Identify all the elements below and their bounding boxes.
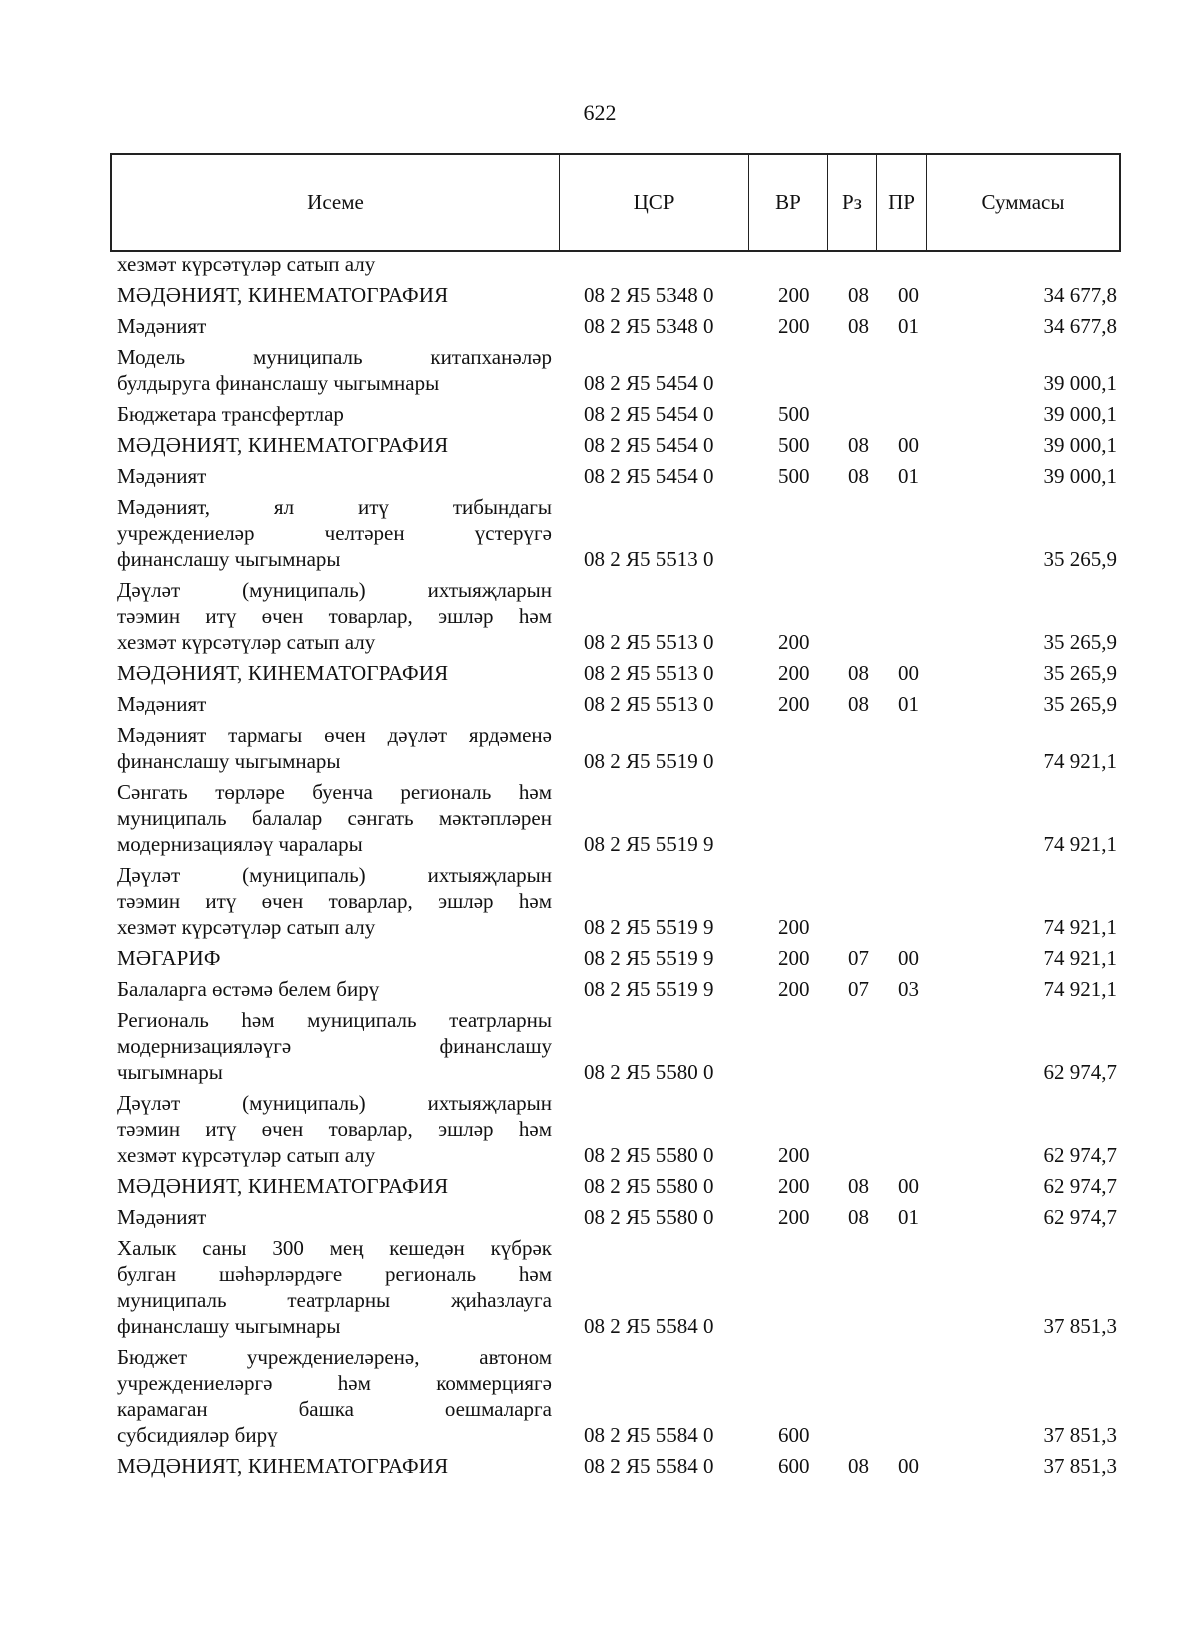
row-vr: 500 — [778, 464, 810, 488]
row-rz: 08 — [848, 1205, 869, 1229]
row-pr: 01 — [898, 464, 919, 488]
row-name-line: тәэмин итү өчен товарлар, эшләр һәм — [117, 889, 552, 913]
row-name — [117, 251, 552, 277]
row-code: 08 2 Я5 5580 0 — [584, 1143, 714, 1167]
row-name-line: финанслашу чыгымнары — [117, 749, 341, 773]
row-code: 08 2 Я5 5348 0 — [584, 283, 714, 307]
row-name-line: муниципаль балалар сәнгать мәктәпләрен — [117, 806, 552, 830]
row-name-line: Бюджетара трансфертлар — [117, 402, 344, 426]
row-amount: 74 921,1 — [1043, 915, 1117, 939]
row-vr: 200 — [778, 977, 810, 1001]
row-pr: 01 — [898, 1205, 919, 1229]
row-name — [117, 691, 552, 717]
row-name-line: Сәнгать төрләре буенча региональ һәм — [117, 780, 552, 804]
row-name — [117, 862, 552, 940]
table-row — [0, 722, 1200, 774]
row-amount: 35 265,9 — [1043, 630, 1117, 654]
table-row — [0, 1453, 1200, 1479]
header-name: Исеме — [112, 155, 560, 250]
row-amount: 74 921,1 — [1043, 977, 1117, 1001]
row-name-line: Мәдәният — [117, 692, 207, 716]
row-name-line: тәэмин итү өчен товарлар, эшләр һәм — [117, 604, 552, 628]
row-name-line: МӘДӘНИЯТ, КИНЕМАТОГРАФИЯ — [117, 1174, 449, 1198]
row-name-line: тәэмин итү өчен товарлар, эшләр һәм — [117, 1117, 552, 1141]
row-amount: 39 000,1 — [1043, 402, 1117, 426]
row-code: 08 2 Я5 5454 0 — [584, 402, 714, 426]
row-pr: 00 — [898, 283, 919, 307]
row-name-line: Мәдәният — [117, 464, 207, 488]
row-code: 08 2 Я5 5519 9 — [584, 915, 714, 939]
row-name-line: Модель муниципаль китапханәләр — [117, 345, 552, 369]
row-name-line: финанслашу чыгымнары — [117, 1314, 341, 1338]
table-row — [0, 862, 1200, 940]
table-row — [0, 779, 1200, 857]
row-name-line: хезмәт күрсәтүләр сатып алу — [117, 1143, 376, 1167]
row-rz: 08 — [848, 661, 869, 685]
header-csr: ЦСР — [560, 155, 749, 250]
row-name — [117, 494, 552, 572]
table-row — [0, 976, 1200, 1002]
row-rz: 08 — [848, 692, 869, 716]
row-name — [117, 1453, 552, 1479]
row-amount: 74 921,1 — [1043, 832, 1117, 856]
row-vr: 200 — [778, 1143, 810, 1167]
row-name-line: Дәүләт (муниципаль) ихтыяҗларын — [117, 1091, 552, 1115]
table-row — [0, 282, 1200, 308]
table-row — [0, 1007, 1200, 1085]
row-name-line: Балаларга өстәмә белем бирү — [117, 977, 380, 1001]
row-code: 08 2 Я5 5513 0 — [584, 547, 714, 571]
page-number: 622 — [583, 100, 617, 125]
row-rz: 08 — [848, 1174, 869, 1198]
row-rz: 08 — [848, 433, 869, 457]
table-row — [0, 660, 1200, 686]
row-name — [117, 463, 552, 489]
row-name-line: карамаган башка оешмаларга — [117, 1397, 552, 1421]
row-name-line: хезмәт күрсәтүләр сатып алу — [117, 915, 376, 939]
row-amount: 34 677,8 — [1043, 314, 1117, 338]
row-code: 08 2 Я5 5513 0 — [584, 692, 714, 716]
row-code: 08 2 Я5 5584 0 — [584, 1314, 714, 1338]
row-pr: 00 — [898, 946, 919, 970]
row-code: 08 2 Я5 5348 0 — [584, 314, 714, 338]
row-code: 08 2 Я5 5454 0 — [584, 464, 714, 488]
row-code: 08 2 Я5 5519 9 — [584, 977, 714, 1001]
row-pr: 01 — [898, 692, 919, 716]
row-amount: 62 974,7 — [1043, 1060, 1117, 1084]
row-vr: 200 — [778, 314, 810, 338]
table-row — [0, 401, 1200, 427]
row-name — [117, 660, 552, 686]
row-amount: 37 851,3 — [1043, 1423, 1117, 1447]
row-name-line: МӘДӘНИЯТ, КИНЕМАТОГРАФИЯ — [117, 433, 449, 457]
row-rz: 08 — [848, 464, 869, 488]
row-name — [117, 577, 552, 655]
row-name — [117, 1173, 552, 1199]
row-amount: 62 974,7 — [1043, 1174, 1117, 1198]
row-amount: 37 851,3 — [1043, 1314, 1117, 1338]
row-name-line: МӘДӘНИЯТ, КИНЕМАТОГРАФИЯ — [117, 283, 449, 307]
table-row — [0, 1204, 1200, 1230]
row-name-line: Халык саны 300 мең кешедән күбрәк — [117, 1236, 552, 1260]
row-rz: 07 — [848, 977, 869, 1001]
row-pr: 03 — [898, 977, 919, 1001]
table-row — [0, 1090, 1200, 1168]
row-name-line: Мәдәният тармагы өчен дәүләт ярдәменә — [117, 723, 552, 747]
row-name-line: финанслашу чыгымнары — [117, 547, 341, 571]
row-name-line: МӘДӘНИЯТ, КИНЕМАТОГРАФИЯ — [117, 1454, 449, 1478]
row-name — [117, 1007, 552, 1085]
row-name-line: булдыруга финанслашу чыгымнары — [117, 371, 440, 395]
row-name — [117, 344, 552, 396]
table-row — [0, 1344, 1200, 1448]
row-amount: 39 000,1 — [1043, 433, 1117, 457]
row-amount: 74 921,1 — [1043, 749, 1117, 773]
header-amount: Суммасы — [981, 190, 1065, 214]
row-pr: 00 — [898, 661, 919, 685]
row-name-line: Бюджет учреждениеләренә, автоном — [117, 1345, 552, 1369]
row-code: 08 2 Я5 5584 0 — [584, 1454, 714, 1478]
row-name-line: субсидияләр бирү — [117, 1423, 278, 1447]
row-amount: 62 974,7 — [1043, 1205, 1117, 1229]
row-code: 08 2 Я5 5580 0 — [584, 1205, 714, 1229]
row-code: 08 2 Я5 5513 0 — [584, 630, 714, 654]
row-amount: 39 000,1 — [1043, 464, 1117, 488]
table-row — [0, 1235, 1200, 1339]
row-code: 08 2 Я5 5580 0 — [584, 1174, 714, 1198]
row-rz: 07 — [848, 946, 869, 970]
row-name — [117, 313, 552, 339]
row-vr: 200 — [778, 1205, 810, 1229]
row-name-line: булган шәһәрләрдәге региональ һәм — [117, 1262, 552, 1286]
row-vr: 500 — [778, 433, 810, 457]
row-name — [117, 1090, 552, 1168]
row-code: 08 2 Я5 5584 0 — [584, 1423, 714, 1447]
row-name-line: Дәүләт (муниципаль) ихтыяҗларын — [117, 578, 552, 602]
row-name-line: МӘДӘНИЯТ, КИНЕМАТОГРАФИЯ — [117, 661, 449, 685]
table-row — [0, 691, 1200, 717]
row-pr: 00 — [898, 433, 919, 457]
row-amount: 37 851,3 — [1043, 1454, 1117, 1478]
row-vr: 200 — [778, 946, 810, 970]
table-row — [0, 251, 1200, 277]
row-amount: 35 265,9 — [1043, 692, 1117, 716]
row-code: 08 2 Я5 5580 0 — [584, 1060, 714, 1084]
table-row — [0, 463, 1200, 489]
row-rz: 08 — [848, 283, 869, 307]
row-name-line: Мәдәният — [117, 1205, 207, 1229]
row-code: 08 2 Я5 5454 0 — [584, 433, 714, 457]
row-name-line: муниципаль театрларны җиһазлауга — [117, 1288, 552, 1312]
table-row — [0, 945, 1200, 971]
row-amount: 39 000,1 — [1043, 371, 1117, 395]
row-name-line: модернизацияләүгә финанслашу — [117, 1034, 552, 1058]
row-amount: 35 265,9 — [1043, 661, 1117, 685]
table-row — [0, 344, 1200, 396]
table-row — [0, 313, 1200, 339]
row-rz: 08 — [848, 1454, 869, 1478]
row-vr: 200 — [778, 661, 810, 685]
row-name-line: Мәдәният — [117, 314, 207, 338]
row-amount: 74 921,1 — [1043, 946, 1117, 970]
row-name — [117, 779, 552, 857]
row-vr: 200 — [778, 283, 810, 307]
row-code: 08 2 Я5 5519 9 — [584, 832, 714, 856]
header-pr: ПР — [877, 155, 927, 250]
row-amount: 34 677,8 — [1043, 283, 1117, 307]
row-name-line: Дәүләт (муниципаль) ихтыяҗларын — [117, 863, 552, 887]
row-vr: 500 — [778, 402, 810, 426]
row-vr: 200 — [778, 1174, 810, 1198]
row-name-line: чыгымнары — [117, 1060, 223, 1084]
row-vr: 600 — [778, 1423, 810, 1447]
header-rz: Рз — [828, 155, 877, 250]
row-name — [117, 401, 552, 427]
row-name-line: учреждениеләргә һәм коммерциягә — [117, 1371, 552, 1395]
row-pr: 01 — [898, 314, 919, 338]
row-amount: 35 265,9 — [1043, 547, 1117, 571]
row-name — [117, 432, 552, 458]
table-row — [0, 494, 1200, 572]
row-code: 08 2 Я5 5519 9 — [584, 946, 714, 970]
header-vr: ВР — [749, 155, 828, 250]
row-vr: 200 — [778, 692, 810, 716]
row-name-line: учреждениеләр челтәрен үстерүгә — [117, 521, 552, 545]
row-vr: 200 — [778, 630, 810, 654]
row-code: 08 2 Я5 5519 0 — [584, 749, 714, 773]
row-pr: 00 — [898, 1174, 919, 1198]
row-vr: 600 — [778, 1454, 810, 1478]
row-name — [117, 1204, 552, 1230]
row-rz: 08 — [848, 314, 869, 338]
row-name-line: хезмәт күрсәтүләр сатып алу — [117, 252, 376, 276]
row-name-line: Мәдәният, ял итү тибындагы — [117, 495, 552, 519]
row-vr: 200 — [778, 915, 810, 939]
row-name-line: модернизацияләү чаралары — [117, 832, 363, 856]
row-name-line: Региональ һәм муниципаль театрларны — [117, 1008, 552, 1032]
row-name-line: МӘГАРИФ — [117, 946, 221, 970]
table-header — [110, 153, 1121, 252]
row-pr: 00 — [898, 1454, 919, 1478]
table-row — [0, 577, 1200, 655]
table-row — [0, 432, 1200, 458]
row-code: 08 2 Я5 5454 0 — [584, 371, 714, 395]
row-name — [117, 945, 552, 971]
row-name — [117, 282, 552, 308]
row-code: 08 2 Я5 5513 0 — [584, 661, 714, 685]
row-name — [117, 722, 552, 774]
row-name — [117, 976, 552, 1002]
row-name — [117, 1235, 552, 1339]
row-name — [117, 1344, 552, 1448]
row-name-line: хезмәт күрсәтүләр сатып алу — [117, 630, 376, 654]
row-amount: 62 974,7 — [1043, 1143, 1117, 1167]
table-row — [0, 1173, 1200, 1199]
